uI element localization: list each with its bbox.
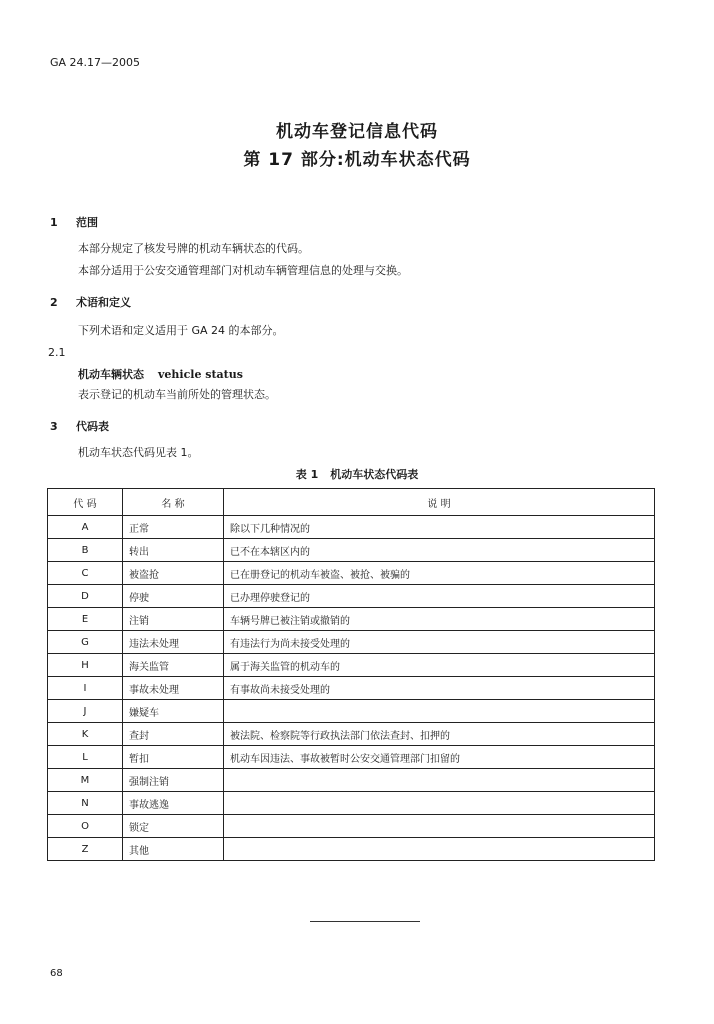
title-line-1: 机动车登记信息代码 — [276, 122, 438, 142]
table-body — [48, 516, 655, 861]
section-3-heading — [50, 418, 109, 434]
row-description — [224, 769, 655, 792]
row-code: I — [48, 677, 123, 700]
footer-rule — [310, 921, 420, 922]
row-code: M — [48, 769, 123, 792]
row-name: 暂扣 — [123, 746, 224, 769]
row-code: G — [48, 631, 123, 654]
table-title: 机动车状态代码表 — [330, 468, 419, 481]
term-english: vehicle status — [158, 368, 243, 381]
row-name: 被盗抢 — [123, 562, 224, 585]
row-code: J — [48, 700, 123, 723]
row-name: 强制注销 — [123, 769, 224, 792]
table-row — [48, 838, 655, 861]
header-code: 代 码 — [48, 489, 123, 516]
table-row — [48, 539, 655, 562]
section-title: 代码表 — [76, 420, 109, 433]
row-code: A — [48, 516, 123, 539]
row-code: O — [48, 815, 123, 838]
row-code: H — [48, 654, 123, 677]
table-row — [48, 516, 655, 539]
term-chinese: 机动车辆状态 — [78, 368, 144, 381]
row-name: 事故未处理 — [123, 677, 224, 700]
section-number: 2 — [50, 296, 58, 309]
row-description — [224, 700, 655, 723]
row-description: 被法院、检察院等行政执法部门依法查封、扣押的 — [224, 723, 655, 746]
row-description: 已不在本辖区内的 — [224, 539, 655, 562]
standard-id: GA 24.17—2005 — [50, 56, 141, 69]
header-description: 说 明 — [224, 489, 655, 516]
row-description: 已在册登记的机动车被盗、被抢、被骗的 — [224, 562, 655, 585]
table-row — [48, 815, 655, 838]
section-2-paragraph-1: 下列术语和定义适用于 GA 24 的本部分。 — [78, 324, 284, 337]
table-row — [48, 723, 655, 746]
section-number: 3 — [50, 420, 58, 433]
row-code: E — [48, 608, 123, 631]
table-row — [48, 792, 655, 815]
row-description: 已办理停驶登记的 — [224, 585, 655, 608]
row-description: 属于海关监管的机动车的 — [224, 654, 655, 677]
term-heading — [78, 366, 243, 382]
table-row — [48, 654, 655, 677]
row-code: N — [48, 792, 123, 815]
row-description: 有违法行为尚未接受处理的 — [224, 631, 655, 654]
section-number: 1 — [50, 216, 58, 229]
row-description: 车辆号牌已被注销或撤销的 — [224, 608, 655, 631]
row-code: L — [48, 746, 123, 769]
table-row — [48, 700, 655, 723]
row-description: 有事故尚未接受处理的 — [224, 677, 655, 700]
table-row — [48, 746, 655, 769]
row-code: Z — [48, 838, 123, 861]
row-name: 转出 — [123, 539, 224, 562]
row-name: 正常 — [123, 516, 224, 539]
row-name: 违法未处理 — [123, 631, 224, 654]
table-row — [48, 562, 655, 585]
section-title: 范围 — [76, 216, 98, 229]
row-code: K — [48, 723, 123, 746]
status-code-table — [47, 488, 655, 861]
row-name: 查封 — [123, 723, 224, 746]
row-description: 除以下几种情况的 — [224, 516, 655, 539]
row-description: 机动车因违法、事故被暂时公安交通管理部门扣留的 — [224, 746, 655, 769]
title-line-2: 第 17 部分:机动车状态代码 — [243, 150, 471, 170]
table-row — [48, 585, 655, 608]
row-name: 事故逃逸 — [123, 792, 224, 815]
section-title: 术语和定义 — [76, 296, 131, 309]
table-row — [48, 769, 655, 792]
table-row — [48, 631, 655, 654]
document-title — [0, 118, 714, 174]
row-name: 停驶 — [123, 585, 224, 608]
table-number: 表 1 — [295, 468, 319, 481]
page-number: 68 — [50, 968, 63, 979]
table-row — [48, 608, 655, 631]
row-name: 海关监管 — [123, 654, 224, 677]
row-name: 注销 — [123, 608, 224, 631]
section-2-heading — [50, 294, 131, 310]
table-row — [48, 677, 655, 700]
row-description — [224, 815, 655, 838]
section-1-paragraph-2: 本部分适用于公安交通管理部门对机动车辆管理信息的处理与交换。 — [78, 264, 408, 277]
section-3-paragraph-1: 机动车状态代码见表 1。 — [78, 446, 199, 459]
section-2-1-number: 2.1 — [48, 346, 66, 359]
row-name: 锁定 — [123, 815, 224, 838]
row-name: 嫌疑车 — [123, 700, 224, 723]
row-description — [224, 838, 655, 861]
section-1-paragraph-1: 本部分规定了核发号牌的机动车辆状态的代码。 — [78, 242, 309, 255]
section-1-heading — [50, 214, 98, 230]
row-code: C — [48, 562, 123, 585]
term-definition: 表示登记的机动车当前所处的管理状态。 — [78, 388, 276, 401]
header-name: 名 称 — [123, 489, 224, 516]
row-code: B — [48, 539, 123, 562]
table-caption — [0, 466, 714, 482]
row-code: D — [48, 585, 123, 608]
table-header-row — [48, 489, 655, 516]
row-name: 其他 — [123, 838, 224, 861]
row-description — [224, 792, 655, 815]
